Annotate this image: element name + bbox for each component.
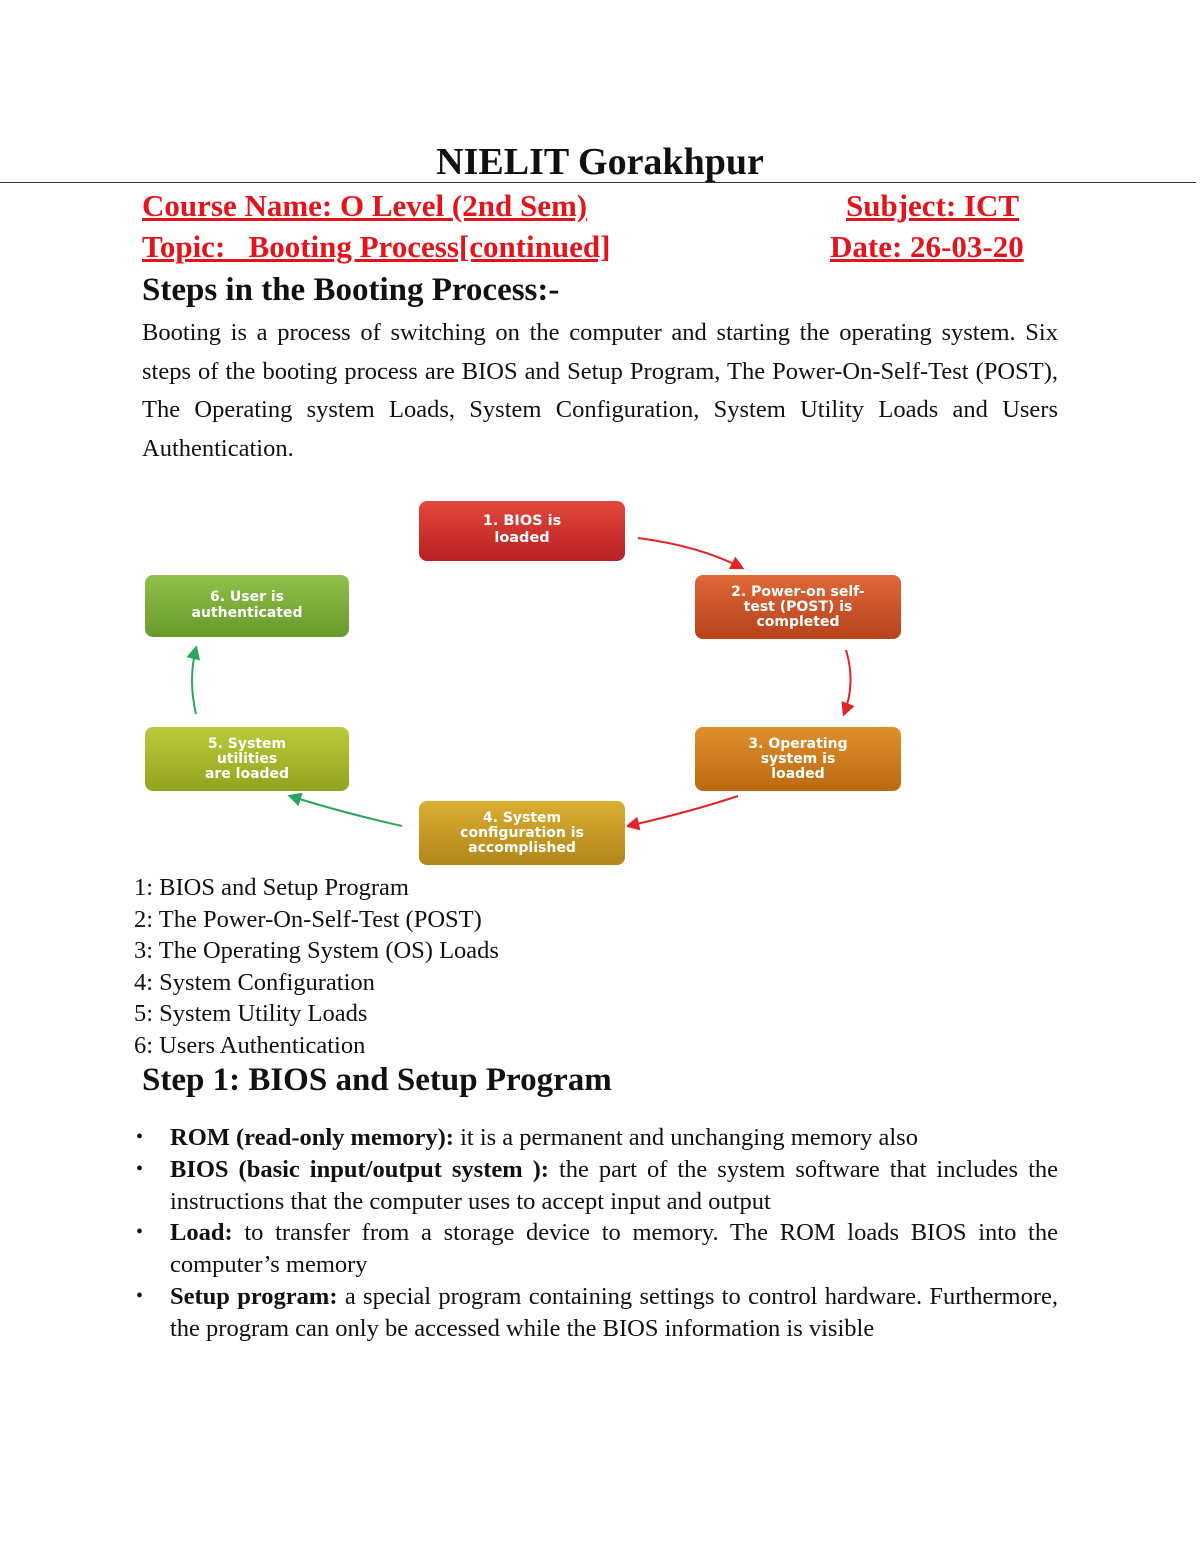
bullet-icon: • xyxy=(136,1126,144,1148)
cycle-step-5-line1: 5. System xyxy=(207,736,287,752)
cycle-step-3-line3: loaded xyxy=(771,766,825,782)
bullet-icon: • xyxy=(136,1157,144,1180)
cycle-step-1-line2: loaded xyxy=(494,530,550,546)
arrow-1-to-2 xyxy=(638,538,742,568)
definition-text: a special program containing settings to control hardware. Furthermore, the program can only be accessed while the BIOS information is visible xyxy=(170,1282,1058,1342)
definition-text: to transfer from a storage device to memory. The ROM loads BIOS into the computer’s memory xyxy=(170,1219,1058,1279)
cycle-step-6 xyxy=(144,574,350,638)
cycle-step-5-line2: utilities xyxy=(216,751,278,767)
cycle-step-1-line1: 1. BIOS is xyxy=(482,513,562,529)
cycle-step-2-line2: test (POST) is xyxy=(743,599,853,615)
definition-term: BIOS (basic input/output system ): xyxy=(170,1155,549,1183)
cycle-step-3-line1: 3. Operating xyxy=(748,736,848,752)
arrow-4-to-5 xyxy=(290,796,402,826)
list-item: 5: System Utility Loads xyxy=(134,1000,368,1028)
cycle-step-2-line3: completed xyxy=(756,614,840,630)
cycle-step-3-line2: system is xyxy=(760,751,836,767)
definition-item-setup xyxy=(130,1281,1058,1345)
title-rule xyxy=(0,182,1196,183)
booting-cycle-diagram xyxy=(130,488,920,878)
definition-term: ROM (read-only memory): xyxy=(170,1124,454,1151)
bullet-icon: • xyxy=(136,1221,144,1244)
cycle-step-4-line1: 4. System xyxy=(482,810,562,826)
steps-list xyxy=(134,872,499,1062)
list-item: 3: The Operating System (OS) Loads xyxy=(134,937,499,965)
list-item: 1: BIOS and Setup Program xyxy=(134,874,409,901)
course-name: Course Name: O Level (2nd Sem) xyxy=(142,188,588,223)
list-item: 4: System Configuration xyxy=(134,968,375,996)
cycle-step-6-line2: authenticated xyxy=(191,605,303,621)
section-heading-steps: Steps in the Booting Process:- xyxy=(142,272,560,308)
definition-term: Load: xyxy=(170,1219,233,1247)
definition-text: the part of the system software that includes the instructions that the computer uses to accept input and output xyxy=(170,1155,1058,1215)
date: Date: 26-03-20 xyxy=(830,229,1024,264)
definition-item-rom xyxy=(130,1122,1058,1154)
list-item: 6: Users Authentication xyxy=(134,1031,366,1059)
cycle-step-4-line3: accomplished xyxy=(468,840,576,856)
cycle-step-1 xyxy=(418,500,626,562)
cycle-step-5 xyxy=(144,726,350,792)
definition-item-load xyxy=(130,1217,1058,1281)
arrow-2-to-3 xyxy=(844,650,851,714)
cycle-step-4 xyxy=(418,800,626,866)
definition-item-bios xyxy=(130,1154,1058,1218)
definition-text: it is a permanent and unchanging memory also xyxy=(453,1124,918,1151)
definitions-list xyxy=(130,1122,1058,1345)
cycle-step-2-line1: 2. Power-on self- xyxy=(731,584,865,600)
list-item: 2: The Power-On-Self-Test (POST) xyxy=(134,905,482,933)
topic: Topic: Booting Process[continued] xyxy=(142,229,611,264)
arrow-3-to-4 xyxy=(628,796,738,826)
section-heading-step1: Step 1: BIOS and Setup Program xyxy=(142,1062,612,1098)
intro-paragraph: Booting is a process of switching on the computer and starting the operating system. Six steps of the booting process are BIOS and Setup Program, The Power-On-Self-Test (POST), The Operating system Loads, System Configuration, System Utility Loads and Users Authentication. xyxy=(142,319,1058,462)
definition-term: Setup program: xyxy=(170,1282,338,1310)
cycle-step-2 xyxy=(694,574,902,640)
page-title: NIELIT Gorakhpur xyxy=(436,141,764,183)
subject: Subject: ICT xyxy=(846,188,1020,223)
cycle-step-5-line3: are loaded xyxy=(204,766,290,782)
arrow-5-to-6 xyxy=(192,648,196,714)
cycle-step-4-line2: configuration is xyxy=(460,825,584,841)
cycle-step-6-line1: 6. User is xyxy=(209,589,285,605)
bullet-icon: • xyxy=(136,1284,144,1307)
cycle-step-3 xyxy=(694,726,902,792)
